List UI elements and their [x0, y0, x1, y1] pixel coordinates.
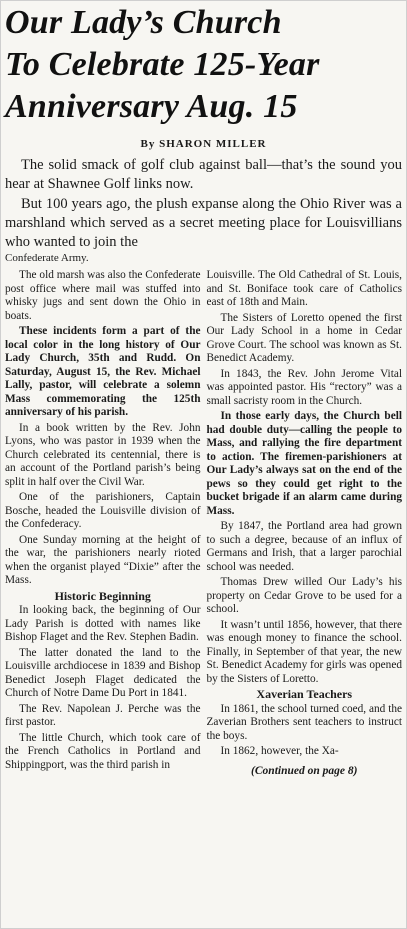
paragraph-bold: These incidents form a part of the local color in the long history of Our Lady Church, 35th and Rudd. On Saturday, August 15, the Rev. Michael Lally, pastor, will celebrate a solemn Mass commemorating the 125th anniversary of his parish.: [5, 325, 201, 418]
headline: [5, 1, 402, 128]
paragraph-bold: In those early days, the Church bell had double duty—calling the people to Mass, and rallying the fire department to action. The firemen-parishioners at Our Lady’s always sat on the end of the pews so they could get right to the bucket brigade if an alarm came during Mass.: [206, 410, 402, 517]
paragraph: One of the parishioners, Captain Bosche, headed the Louisville division of the Confederacy.: [5, 491, 201, 530]
paragraph-continued: Louisville. The Old Cathedral of St. Louis, and St. Boniface took care of Catholics east of 18th and Main.: [206, 269, 402, 308]
paragraph: The Rev. Napolean J. Perche was the first pastor.: [5, 702, 201, 728]
byline: By SHARON MILLER: [140, 138, 267, 150]
lead-paragraph-1: The solid smack of golf club against ball—that’s the sound you hear at Shawnee Golf links now.: [5, 157, 402, 192]
paragraph: The latter donated the land to the Louisville archdiocese in 1839 and Bishop Benedict Joseph Flaget dedicated the Church of Notre Dame Du Port in 1841.: [5, 646, 201, 699]
headline-line-2: To Celebrate 125-Year: [5, 46, 320, 83]
subhead-xaverian-teachers: Xaverian Teachers: [256, 687, 353, 701]
subhead-historic-beginning: Historic Beginning: [54, 588, 151, 603]
paragraph: One Sunday morning at the height of the war, the parishioners nearly rioted when the organist played “Dixie” after the Mass.: [5, 533, 201, 586]
paragraph: In 1843, the Rev. John Jerome Vital was appointed pastor. His “rectory” was a small sacristy room in the Church.: [206, 367, 402, 407]
lead-paragraph-2-tail: Confederate Army.: [5, 252, 89, 264]
paragraph: By 1847, the Portland area had grown to such a degree, because of an influx of Germans and Irish, that a larger parochial school was needed.: [206, 520, 402, 573]
right-column: [207, 269, 403, 778]
paragraph: The Sisters of Loretto opened the first Our Lady School in a home in Cedar Grove Court. The school was known as St. Benedict Academy.: [206, 311, 402, 364]
headline-line-1: Our Lady’s Church: [5, 4, 282, 41]
paragraph: In 1862, however, the Xa-: [220, 745, 339, 757]
lead-paragraph-2: But 100 years ago, the plush expanse along the Ohio River was a marshland which served as a secret meeting place for Louisvillians who wanted to join the: [5, 196, 402, 250]
paragraph: It wasn’t until 1856, however, that there was enough money to finance the school. Finally, in September of that year, the new St. Benedict Academy for girls was opened by the Sisters of Loretto.: [206, 618, 402, 685]
left-column: [5, 269, 201, 778]
paragraph: In 1861, the school turned coed, and the Zaverian Brothers sent teachers to instruct the boys.: [206, 702, 402, 742]
headline-line-3: Anniversary Aug. 15: [5, 88, 298, 125]
paragraph: In a book written by the Rev. John Lyons, who was pastor in 1939 when the Church celebrated its centennial, there is an account of the Portland parish’s being split in half over the Civil War.: [5, 421, 201, 488]
paragraph: Thomas Drew willed Our Lady’s his property on Cedar Grove to be used for a school.: [206, 576, 402, 615]
paragraph: The old marsh was also the Confederate post office where mail was stuffed into whisky jugs and sent down the Ohio in boats.: [5, 269, 201, 322]
paragraph: In looking back, the beginning of Our Lady Parish is dotted with names like Bishop Flaget and the Rev. Stephen Badin.: [5, 604, 201, 643]
continued-notice: (Continued on page 8): [251, 764, 358, 777]
paragraph: The little Church, which took care of the French Catholics in Portland and Shippingport, was the third parish in: [5, 731, 201, 771]
article-columns: [5, 269, 402, 778]
